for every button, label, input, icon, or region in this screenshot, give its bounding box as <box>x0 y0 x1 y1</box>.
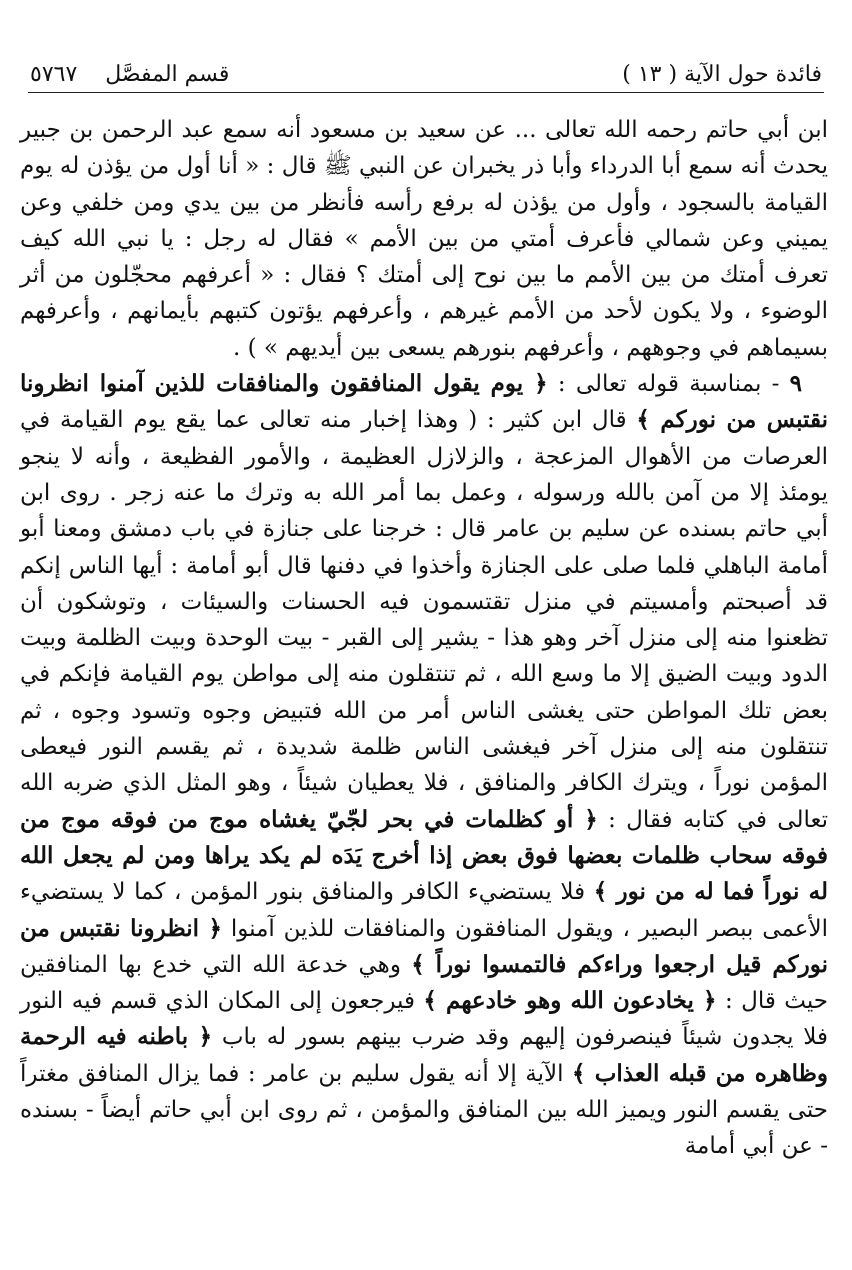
commentary-5: الآية إلا أنه يقول سليم بن عامر : فما يزال المنافق مغتراً حتى يقسم النور ويميز الله بين المنافق والمؤمن ، ثم روى ابن أبي حاتم أيضاً - بسنده - عن أبي أمامة <box>20 1060 828 1160</box>
commentary-3: وهي خدعة الله التي خدع بها المنافقين حيث قال : <box>20 951 829 1015</box>
paragraph-number: ٩ <box>789 370 802 398</box>
paragraph-intro: - بمناسبة قوله تعالى : <box>547 371 790 398</box>
header-rule <box>28 92 824 93</box>
commentary-4: فيرجعون إلى المكان الذي قسم فيه النور فلا يجدون شيئاً فينصرفون إليهم وقد ضرب بينهم بسور له باب <box>20 988 828 1051</box>
quran-verse-4: ﴿ يخادعون الله وهو خادعهم ﴾ <box>423 987 717 1015</box>
header-left-group <box>30 62 229 87</box>
page-number: ٥٧٦٧ <box>30 61 78 87</box>
header-title: فائدة حول الآية ( ١٣ ) <box>622 61 822 87</box>
quran-verse-2: ﴿ أو كظلمات في بحر لجّيّ يغشاه موج من فوقه موج من فوقه سحاب ظلمات بعضها فوق بعض إذا أخرج يَدَه لم يكد يراها ومن لم يجعل الله له نوراً فما له من نور ﴾ <box>20 805 828 906</box>
paragraph-2 <box>20 366 828 1165</box>
quran-verse-1: ﴿ يوم يقول المنافقون والمنافقات للذين آمنوا انظرونا نقتبس من نوركم ﴾ <box>20 370 828 434</box>
quran-verse-5: ﴿ باطنه فيه الرحمة وظاهره من قبله العذاب ﴾ <box>20 1023 828 1087</box>
section-name: قسم المفصَّل <box>105 61 230 87</box>
page-body <box>20 112 828 1165</box>
commentary-2: فلا يستضيء الكافر والمنافق بنور المؤمن ، كما لا يستضيء الأعمى ببصر البصير ، ويقول المنافقون والمنافقات للذين آمنوا <box>20 879 828 942</box>
commentary-1: قال ابن كثير : ( وهذا إخبار منه تعالى عما يقع يوم القيامة في العرصات من الأهوال المزعجة ، والزلازل العظيمة ، والأمور الفظيعة ، وأنه لا ينجو يومئذ إلا من آمن بالله ورسوله ، وعمل بما أمر الله به وترك ما عنه زجر . روى ابن أبي حاتم بسنده عن سليم بن عامر قال : خرجنا على جنازة في باب دمشق ومعنا أبو أمامة الباهلي فلما صلى على الجنازة وأخذوا في دفنها قال أبو أمامة : أيها الناس إنكم قد أصبحتم وأمسيتم في منزل تقتسمون فيه الحسنات والسيئات ، وتوشكون أن تظعنوا منه إلى منزل آخر وهو هذا - يشير إلى القبر - بيت الوحدة وبيت الظلمة وبيت الدود وبيت الضيق إلا ما وسع الله ، ثم تنتقلون منه إلى مواطن يوم القيامة فإنكم في بعض تلك المواطن حتى يغشى الناس أمر من الله فتبيض وجوه وتسود وجوه ، ثم تنتقلون منه إلى منزل آخر فيغشى الناس ظلمة شديدة ، ثم يقسم النور فيعطى المؤمن نوراً ، ويترك الكافر والمنافق ، فلا يعطيان شيئاً ، وهو المثل الذي ضربه الله تعالى في كتابه فقال : <box>20 407 828 833</box>
paragraph-1: ابن أبي حاتم رحمه الله تعالى ... عن سعيد بن مسعود أنه سمع عبد الرحمن بن جبير يحدث أنه سمع أبا الدرداء وأبا ذر يخبران عن النبي ﷺ قال : « أنا أول من يؤذن له يوم القيامة بالسجود ، وأول من يؤذن له برفع رأسه فأنظر من بين يدي ومن خلفي وعن يميني وعن شمالي فأعرف أمتي من بين الأمم » فقال له رجل : يا نبي الله كيف تعرف أمتك من بين الأمم ما بين نوح إلى أمتك ؟ فقال : « أعرفهم محجّلون من أثر الوضوء ، ولا يكون لأحد من الأمم غيرهم ، وأعرفهم يؤتون كتبهم بأيمانهم ، وأعرفهم بسيماهم في وجوههم ، وأعرفهم بنورهم يسعى بين أيديهم » ) . <box>20 117 828 361</box>
quran-verse-3: ﴿ انظرونا نقتبس من نوركم قيل ارجعوا وراءكم فالتمسوا نوراً ﴾ <box>20 914 828 978</box>
page-header <box>30 54 822 94</box>
